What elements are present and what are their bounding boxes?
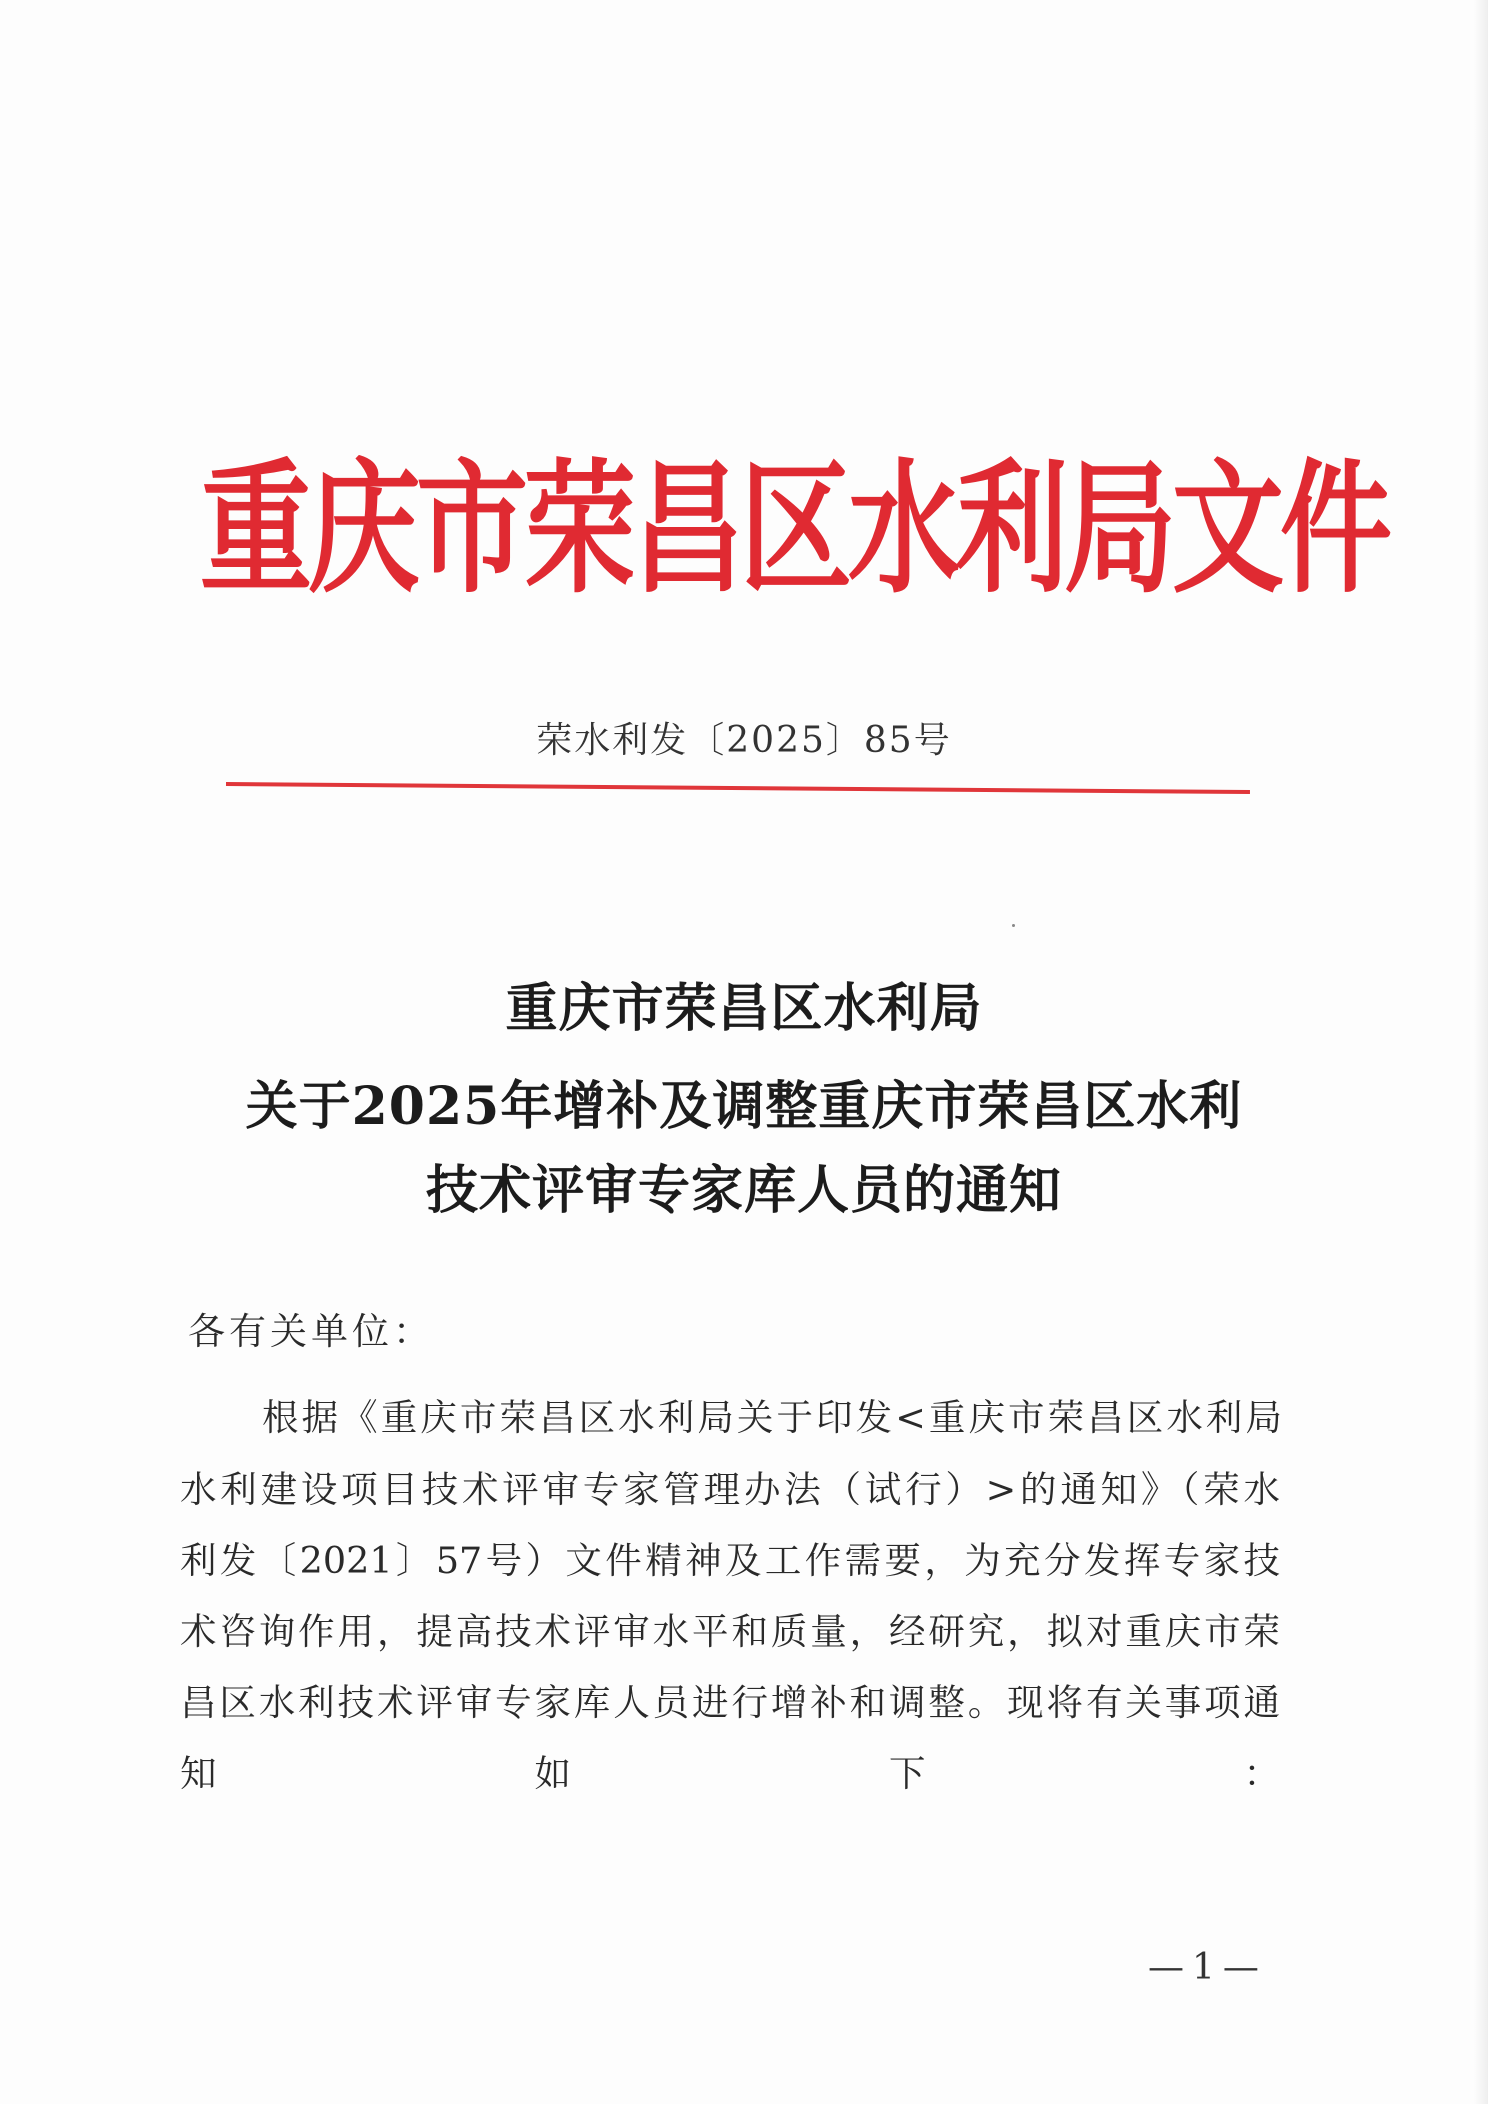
body-line: 水利建设项目技术评审专家管理办法（试行）>的通知》（荣水: [180, 1468, 1280, 1511]
page-edge-shadow: [1474, 0, 1488, 2104]
page-number: —1—: [1148, 1947, 1267, 1988]
red-divider-line: [226, 782, 1250, 794]
scan-speck: [1012, 924, 1015, 927]
body-line: 昌区水利技术评审专家库人员进行增补和调整。现将有关事项通: [180, 1681, 1280, 1724]
body-line: 术咨询作用，提高技术评审水平和质量，经研究，拟对重庆市荣: [180, 1610, 1280, 1653]
red-masthead: 重庆市荣昌区水利局文件: [200, 446, 1388, 614]
body-line: 利发〔2021〕57号）文件精神及工作需要，为充分发挥专家技: [180, 1539, 1280, 1582]
body-line: 知如下：: [180, 1752, 1280, 1795]
title-line-3: 技术评审专家库人员的通知: [425, 1160, 1062, 1221]
document-number: 荣水利发〔2025〕85号: [536, 720, 952, 761]
body-line: 根据《重庆市荣昌区水利局关于印发<重庆市荣昌区水利局: [262, 1396, 1282, 1439]
title-line-2: 关于2025年增补及调整重庆市荣昌区水利: [245, 1076, 1243, 1137]
title-line-1: 重庆市荣昌区水利局: [505, 978, 983, 1039]
salutation: 各有关单位：: [188, 1310, 434, 1353]
